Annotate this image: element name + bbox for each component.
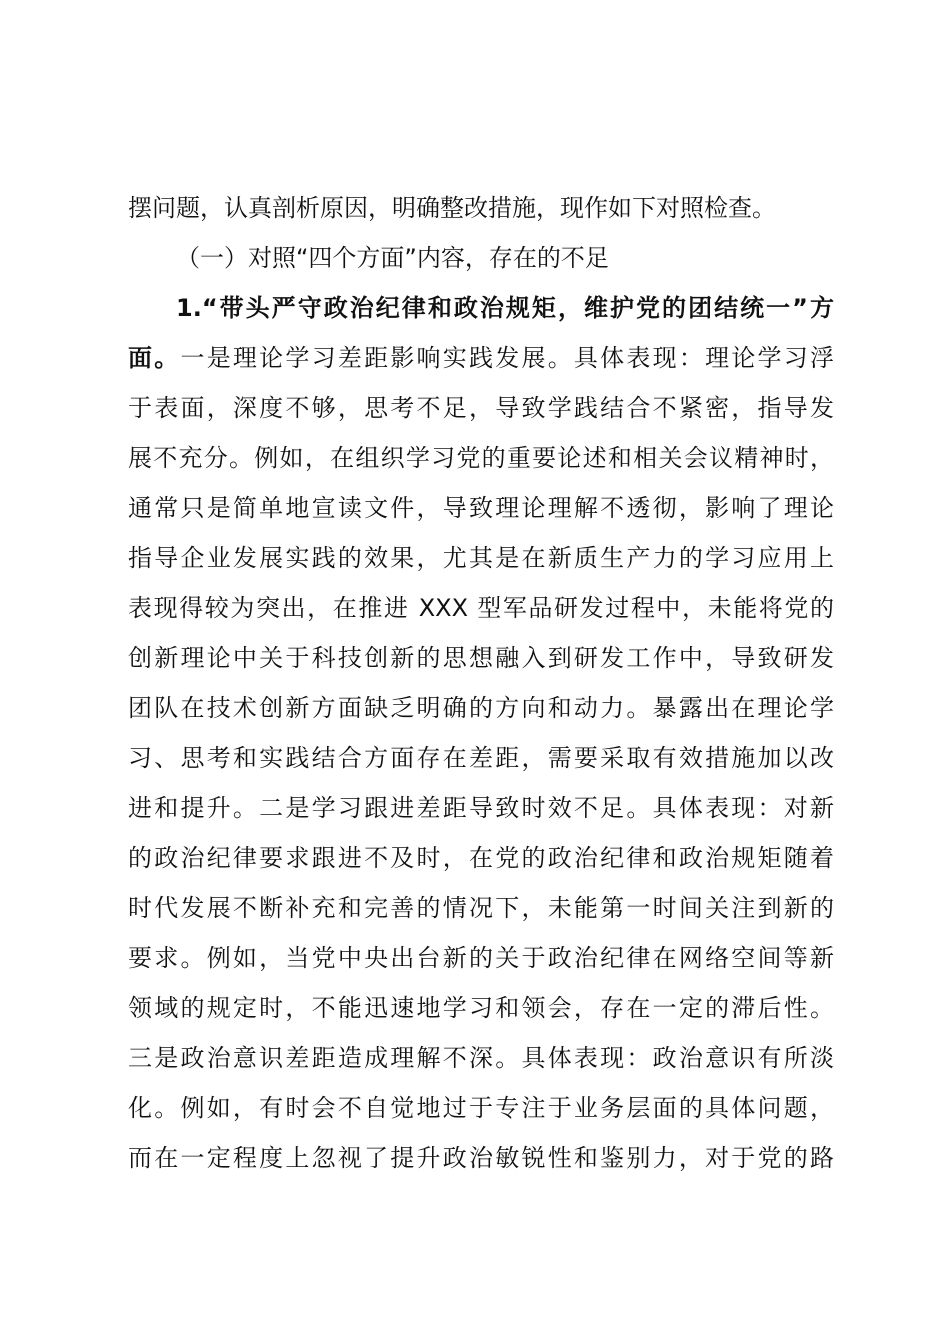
text-line-15 [128, 883, 834, 933]
heading-continuation: 面。 [128, 344, 181, 372]
text-line-4 [128, 333, 834, 383]
text-line-6 [128, 433, 834, 483]
line-text: 团队在技术创新方面缺乏明确的方向和动力。暴露出在理论学 [128, 694, 834, 722]
line-text: 时代发展不断补充和完善的情况下，未能第一时间关注到新的 [128, 894, 834, 922]
line-text: 而在一定程度上忽视了提升政治敏锐性和鉴别力，对于党的路 [128, 1144, 834, 1172]
line-text: 摆问题，认真剖析原因，明确整改措施，现作如下对照检查。 [128, 194, 776, 222]
section-heading [128, 233, 834, 283]
text-line-12 [128, 733, 834, 783]
text-line-9 [128, 583, 834, 633]
text-line-13 [128, 783, 834, 833]
text-line-5 [128, 383, 834, 433]
text-line-11 [128, 683, 834, 733]
text-line-14 [128, 833, 834, 883]
line-text: 于表面，深度不够，思考不足，导致学践结合不紧密，指导发 [128, 394, 834, 422]
text-line-1 [128, 183, 834, 233]
line-text: 表现得较为突出，在推进 XXX 型军品研发过程中，未能将党的 [128, 594, 834, 622]
line-text: 习、思考和实践结合方面存在差距，需要采取有效措施加以改 [128, 744, 834, 772]
line-text: 三是政治意识差距造成理解不深。具体表现：政治意识有所淡 [128, 1044, 834, 1072]
line-text: 创新理论中关于科技创新的思想融入到研发工作中，导致研发 [128, 644, 834, 672]
line-text: 一是理论学习差距影响实践发展。具体表现：理论学习浮 [180, 344, 834, 372]
line-text: 要求。例如，当党中央出台新的关于政治纪律在网络空间等新 [128, 944, 834, 972]
subsection-heading [128, 283, 834, 333]
document-body [128, 183, 834, 1183]
text-line-20 [128, 1133, 834, 1183]
text-line-18 [128, 1033, 834, 1083]
line-text: 1.“带头严守政治纪律和政治规矩，维护党的团结统一”方 [176, 294, 834, 322]
line-text: （一）对照“四个方面”内容，存在的不足 [176, 244, 609, 272]
text-line-19 [128, 1083, 834, 1133]
text-line-16 [128, 933, 834, 983]
line-text: 展不充分。例如，在组织学习党的重要论述和相关会议精神时， [128, 444, 834, 472]
line-text: 进和提升。二是学习跟进差距导致时效不足。具体表现：对新 [128, 794, 834, 822]
line-text: 通常只是简单地宣读文件，导致理论理解不透彻，影响了理论 [128, 494, 834, 522]
line-text: 领域的规定时，不能迅速地学习和领会，存在一定的滞后性。 [128, 994, 834, 1022]
text-line-10 [128, 633, 834, 683]
text-line-7 [128, 483, 834, 533]
line-text: 的政治纪律要求跟进不及时，在党的政治纪律和政治规矩随着 [128, 844, 834, 872]
text-line-17 [128, 983, 834, 1033]
text-line-8 [128, 533, 834, 583]
line-text: 指导企业发展实践的效果，尤其是在新质生产力的学习应用上 [128, 544, 834, 572]
line-text: 化。例如，有时会不自觉地过于专注于业务层面的具体问题， [128, 1094, 834, 1122]
